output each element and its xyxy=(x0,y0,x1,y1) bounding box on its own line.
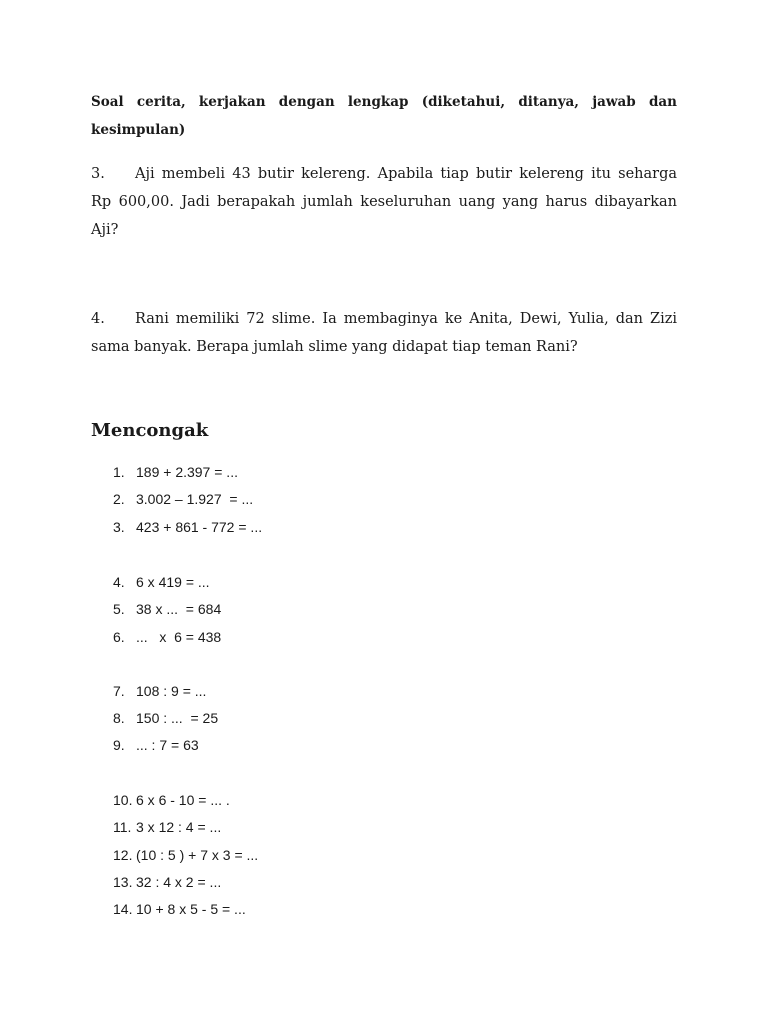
instruction-line: kesimpulan) xyxy=(91,122,186,138)
problem-line: sama banyak. Berapa jumlah slime yang didapat tiap teman Rani? xyxy=(91,339,578,355)
mental-math-item xyxy=(113,847,258,863)
item-number: 14. xyxy=(113,901,133,917)
problem-text: Aji membeli 43 butir kelereng. Apabila tiap butir kelereng itu seharga xyxy=(135,166,677,182)
item-expression: 423 + 861 - 772 = ... xyxy=(136,519,263,535)
item-expression: 150 : ... = 25 xyxy=(136,710,219,726)
section-title: Mencongak xyxy=(91,420,209,441)
mental-math-item xyxy=(113,901,246,917)
item-expression: 189 + 2.397 = ... xyxy=(136,464,238,480)
item-number: 8. xyxy=(113,710,125,726)
item-expression: 3.002 – 1.927 = ... xyxy=(136,491,254,507)
problem-text: Rani memiliki 72 slime. Ia membaginya ke Anita, Dewi, Yulia, dan Zizi xyxy=(135,311,677,327)
problem-number: 3. xyxy=(91,166,105,182)
item-number: 13. xyxy=(113,874,133,890)
mental-math-item xyxy=(113,792,230,808)
item-expression: ... : 7 = 63 xyxy=(136,737,199,753)
item-number: 4. xyxy=(113,574,125,590)
item-expression: ... x 6 = 438 xyxy=(136,629,222,645)
item-expression: 10 + 8 x 5 - 5 = ... xyxy=(136,901,246,917)
item-number: 9. xyxy=(113,737,125,753)
item-expression: (10 : 5 ) + 7 x 3 = ... xyxy=(136,847,259,863)
problem-line: Aji? xyxy=(91,222,119,238)
mental-math-item xyxy=(113,519,262,535)
item-expression: 32 : 4 x 2 = ... xyxy=(136,874,222,890)
item-number: 6. xyxy=(113,629,125,645)
item-expression: 6 x 6 - 10 = ... . xyxy=(136,792,230,808)
word-problem-3 xyxy=(91,160,677,244)
problem-line: Rp 600,00. Jadi berapakah jumlah keseluruhan uang yang harus dibayarkan xyxy=(91,194,677,210)
item-number: 11. xyxy=(113,819,132,835)
item-number: 5. xyxy=(113,601,125,617)
mental-math-item xyxy=(113,874,221,890)
item-expression: 3 x 12 : 4 = ... xyxy=(136,819,222,835)
mental-math-item xyxy=(113,737,199,753)
item-expression: 6 x 419 = ... xyxy=(136,574,210,590)
instruction-heading xyxy=(91,88,677,144)
mental-math-item xyxy=(113,683,206,699)
instruction-line: Soal cerita, kerjakan dengan lengkap (diketahui, ditanya, jawab dan xyxy=(91,94,677,110)
problem-number: 4. xyxy=(91,311,105,327)
problem-line xyxy=(91,160,677,188)
item-expression: 38 x ... = 684 xyxy=(136,601,222,617)
mental-math-item xyxy=(113,601,221,617)
item-number: 10. xyxy=(113,792,133,808)
mental-math-item xyxy=(113,464,238,480)
mental-math-item xyxy=(113,491,253,507)
problem-line xyxy=(91,305,677,333)
mental-math-item xyxy=(113,819,221,835)
mental-math-item xyxy=(113,710,218,726)
item-number: 2. xyxy=(113,491,125,507)
item-number: 3. xyxy=(113,519,125,535)
item-expression: 108 : 9 = ... xyxy=(136,683,207,699)
item-number: 12. xyxy=(113,847,133,863)
item-number: 7. xyxy=(113,683,125,699)
mental-math-item xyxy=(113,574,210,590)
item-number: 1. xyxy=(113,464,125,480)
mental-math-item xyxy=(113,629,221,645)
word-problem-4 xyxy=(91,305,677,361)
